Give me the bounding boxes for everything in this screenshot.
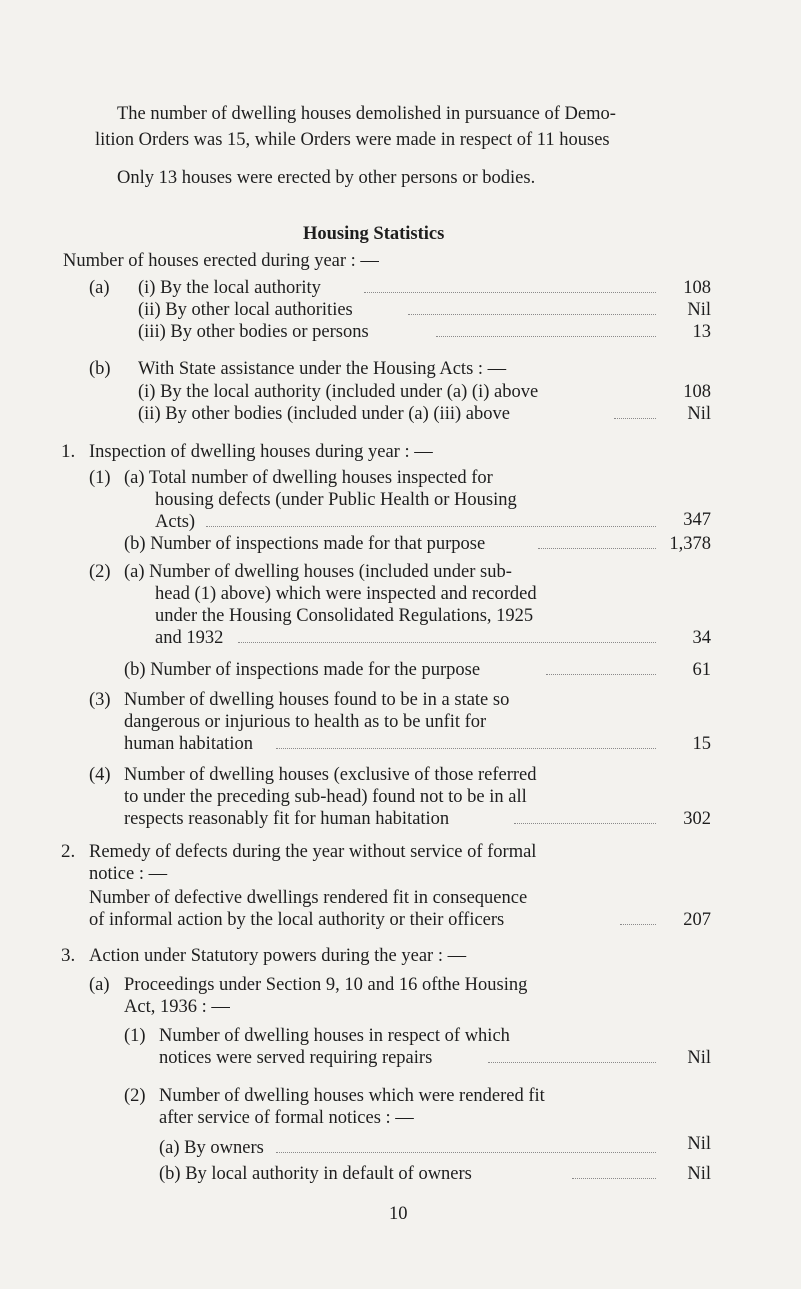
section-1-2-label: (2) [89, 562, 111, 582]
erected-b-ii-value: Nil [687, 404, 711, 424]
leader-dots [488, 1062, 656, 1063]
leader-dots [408, 314, 656, 315]
section-3-2a-label: (a) By owners [159, 1138, 264, 1158]
section-3-title: Action under Statutory powers during the year : — [89, 946, 467, 966]
s1-2b-label: (b) Number of inspections made for the purpose [124, 660, 481, 680]
intro-line-3: Only 13 houses were erected by other persons or bodies. [117, 168, 536, 188]
s1-3-line-1: Number of dwelling houses found to be in a state so [124, 690, 510, 710]
s1-3-line-2: dangerous or injurious to health as to be unfit for [124, 712, 487, 732]
leader-dots [538, 548, 656, 549]
section-2-body-line-1: Number of defective dwellings rendered fit in consequence [89, 888, 528, 908]
leader-dots [514, 823, 656, 824]
s1-1b-value: 1,378 [669, 534, 711, 554]
section-1-3-label: (3) [89, 690, 111, 710]
s1-3-value: 15 [692, 734, 711, 754]
erected-b-i-label: (i) By the local authority (included under (a) (i) above [138, 382, 539, 402]
leader-dots [614, 418, 656, 419]
s1-4-line-3: respects reasonably fit for human habitation [124, 809, 450, 829]
section-3-2-label: (2) [124, 1086, 146, 1106]
section-1-4-label: (4) [89, 765, 111, 785]
s1-2a-line-1: (a) Number of dwelling houses (included under sub- [124, 562, 512, 582]
erected-a-ii-value: Nil [687, 300, 711, 320]
erected-a-iii-value: 13 [692, 322, 711, 342]
s1-1a-value: 347 [683, 510, 711, 530]
s1-4-line-1: Number of dwelling houses (exclusive of those referred [124, 765, 537, 785]
section-3-number: 3. [61, 945, 76, 966]
leader-dots [238, 642, 656, 643]
s1-3-line-3: human habitation [124, 734, 253, 754]
section-3-1-line-2: notices were served requiring repairs [159, 1048, 433, 1068]
leader-dots [546, 674, 656, 675]
section-2-title-line-2: notice : — [89, 864, 168, 884]
leader-dots [572, 1178, 656, 1179]
section-3-a-line-1: Proceedings under Section 9, 10 and 16 ofthe Housing [124, 975, 528, 995]
houses-erected-b-title: With State assistance under the Housing Acts : — [138, 359, 507, 379]
s1-1b-label: (b) Number of inspections made for that purpose [124, 534, 486, 554]
section-3-1-value: Nil [687, 1048, 711, 1068]
leader-dots [364, 292, 656, 293]
section-1-number: 1. [61, 441, 76, 462]
section-1-title: Inspection of dwelling houses during year : — [89, 442, 433, 462]
intro-line-1: The number of dwelling houses demolished in pursuance of Demo- [117, 104, 616, 124]
houses-erected-a-label: (a) [89, 278, 110, 298]
erected-a-iii-label: (iii) By other bodies or persons [138, 322, 369, 342]
section-3-2-line-1: Number of dwelling houses which were rendered fit [159, 1086, 545, 1106]
heading-housing-statistics: Housing Statistics [303, 224, 445, 244]
houses-erected-b-label: (b) [89, 359, 111, 379]
section-2-value: 207 [683, 910, 711, 930]
leader-dots [276, 748, 656, 749]
section-2-number: 2. [61, 841, 76, 862]
erected-a-i-value: 108 [683, 278, 711, 298]
section-3-1-label: (1) [124, 1026, 146, 1046]
section-3-a-line-2: Act, 1936 : — [124, 997, 230, 1017]
leader-dots [276, 1152, 656, 1153]
s1-1a-line-3: Acts) [155, 512, 196, 532]
section-3-2-line-2: after service of formal notices : — [159, 1108, 414, 1128]
s1-1a-line-2: housing defects (under Public Health or Housing [155, 490, 517, 510]
section-1-1-label: (1) [89, 468, 111, 488]
erected-b-ii-label: (ii) By other bodies (included under (a) (iii) above [138, 404, 510, 424]
erected-a-ii-label: (ii) By other local authorities [138, 300, 353, 320]
section-3-2a-value: Nil [687, 1134, 711, 1154]
leader-dots [620, 924, 656, 925]
houses-erected-title: Number of houses erected during year : — [63, 251, 379, 271]
page-number: 10 [389, 1204, 408, 1224]
section-2-title-line-1: Remedy of defects during the year without service of formal [89, 842, 537, 862]
s1-1a-line-1: (a) Total number of dwelling houses inspected for [124, 468, 493, 488]
section-3-2b-label: (b) By local authority in default of owners [159, 1164, 472, 1184]
leader-dots [436, 336, 656, 337]
leader-dots [206, 526, 656, 527]
section-3-1-line-1: Number of dwelling houses in respect of which [159, 1026, 510, 1046]
section-3-2b-value: Nil [687, 1164, 711, 1184]
erected-b-i-value: 108 [683, 382, 711, 402]
s1-2a-line-3: under the Housing Consolidated Regulations, 1925 [155, 606, 534, 626]
intro-line-2: lition Orders was 15, while Orders were made in respect of 11 houses [95, 130, 610, 150]
s1-4-line-2: to under the preceding sub-head) found not to be in all [124, 787, 527, 807]
s1-4-value: 302 [683, 809, 711, 829]
s1-2a-value: 34 [692, 628, 711, 648]
s1-2a-line-2: head (1) above) which were inspected and recorded [155, 584, 537, 604]
section-2-body-line-2: of informal action by the local authority or their officers [89, 910, 505, 930]
s1-2b-value: 61 [692, 660, 711, 680]
section-3-a-label: (a) [89, 975, 110, 995]
erected-a-i-label: (i) By the local authority [138, 278, 321, 298]
s1-2a-line-4: and 1932 [155, 628, 224, 648]
